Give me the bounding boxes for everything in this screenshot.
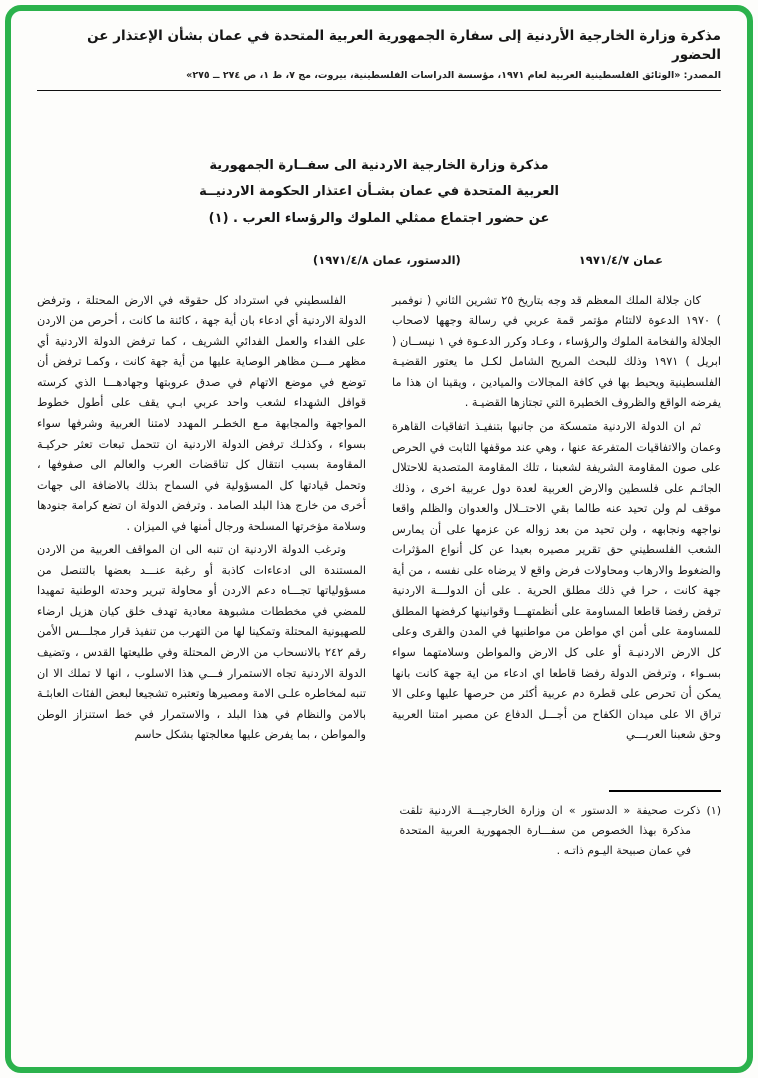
dateline-source: (الدستور، عمان ١٩٧١/٤/٨) [312,252,461,267]
footnote-block [400,790,721,862]
column-left [37,291,366,746]
header-divider [37,90,721,91]
page-header [37,27,721,91]
document-title-line-2: العربية المتحدة في عمان بشـأن اعتذار الحكومة الاردنيــة [199,184,559,200]
document-title-line-1: مذكرة وزارة الخارجية الاردنية الى سفــارة الجمهورية [209,157,549,173]
body-paragraph: وترغب الدولة الاردنية ان تنبه الى ان المواقف العربية من الاردن المستندة الى ادعاءات كاذبة أو رغبة عنـــد بعضها بالتنصل من مسؤولياتها تجـــاه دعم الاردن أو محاولة تبرير وحدته الوطنية تمهيدا للمضي في مخططات مشبوهة معادية تهدف خلق كيان هزيل ارضاء للصهيونية المحتلة وتمكينا لها من التهرب من تنفيذ قرار مجلـــس الأمن رقم ٢٤٢ بالانسحاب من الارض المحتلة وفي طليعتها القدس ، وتضيف الدولة الاردنية تجاه الاستمرار فـــي هذا الاسلوب ، انها لا تملك الا ان تنبه لمخاطره علـى الامة ومصيرها وتعتبره تشجيعا لبعض الفئات العابثـة بالامن والنظام في هذا البلد ، والاستمرار في خط استنزاز الوطن والمواطن ، بما يفرض عليها معالجتها بشكل حاسم [37,543,366,742]
source-line: المصدر: «الوثائق الفلسطينية العربية لعام ١٩٧١، مؤسسة الدراسات الفلسطينية، بيروت، مج ٧، ط ١، ص ٢٧٤ ــ ٢٧٥» [186,69,721,81]
body-paragraph: ثم ان الدولة الاردنية متمسكة من جانبها بتنفيـذ اتفاقيات القاهرة وعمان والاتفاقيات المتفرعة عنها ، وهي عند موقفها الثابت في الحرص على صون المقاومة الشريفة لشعبنا ، تلك المقاومة المتصدية للاحتلال الجاثـم على فلسطين والارض العربية لعدة دول عربية اخرى ، وذلك موقف لم ولن تحيد عنه طالما بقي الاحتــلال والعدوان والظلم واقعا نواجهه ونجابهه ، ولن تحيد من بعد زواله عن عزمها على أن يمارس الشعب الفلسطيني حق تقرير مصيره بعيدا عن كل أنواع المؤثرات والضغوط والارهاب ومحاولات فرض واقع لا يرضاه على نفسه ، من أية جهة كانت ، حرا في ذلك مطلق الحرية . على أن الدولـــة الاردنية ترفض رفضا قاطعا المساومة على أنظمتهـــا وقوانينها كرفضها المطلق للمساومة على أمن اي مواطن من مواطنيها في المدن والقرى وعلى كل الارض الاردنيـة أو على كل الارض والمواطن وسلامتهما سواء بسـواء ، وترفض الدولة رفضا قاطعا اي ادعاء من اية جهة كانت بانها يمكن أن تحرص على قطرة دم عربية أكثر من حرصها عليها وعلى الا تراق الا على ميدان الكفاح من أجـــل الدفاع عن مصير امتنا العربية وحق شعبنا العربـــي [392,419,721,742]
document-title [146,153,611,233]
document-title-line-3: عن حضور اجتماع ممثلي الملوك والرؤساء العرب . (١) [208,211,550,227]
footnote-divider [609,790,721,792]
body-paragraph: كان جلالة الملك المعظم قد وجه بتاريخ ٢٥ تشرين الثاني ( نوفمبر ) ١٩٧٠ الدعوة لالتئام مؤتمر قمة عربي في رسالة وجهها لاصحاب الجلالة والفخامة الملوك والرؤساء ، وعـاد وكرر الدعـوة في ١ نيســان ( ابريل ) ١٩٧١ وذلك للبحث المريح الشامل لكـل ما يعتور القضيـة الفلسطينية ويحيط بها في كافة المجالات والميادين ، ويقينا ان هذا ما يفرضه الواقع والظروف الخطيرة التي تجتازها القضيـة . [392,293,722,410]
dateline-place-date: عمان ١٩٧١/٤/٧ [578,252,663,267]
column-right [392,291,721,746]
document-page [11,11,747,1067]
dateline [37,253,721,267]
body-paragraph: الفلسطيني في استرداد كل حقوقه في الارض المحتلة ، وترفض الدولة الاردنية أي ادعاء بان أية جهة ، كائنة ما كانت ، أحرص من الاردن على الفداء والعمل الفدائي الشريف ، كما ترفض الدولة الاردنية أي مظهر مـــن مظاهر الوصاية عليها من أية جهة كانت ، وكمـا ترفض أن توضع في موضع الاتهام في صدق عروبتها وجهادهـــا الذي كرسته قوافل الشهداء لشعب واحد عربي ابـي يقف على أطول خطوط المواجهة والمجابهة مـع الخطـر المهدد لامتنا العربية وشرفها سواء بسواء ، وكذلـك ترفض الدولة الاردنية ان تتحمل تبعات تعثر حركيـة المقاومة بسبب انتقال كل تناقضات العرب والعالم الى صفوفها ، وتحمل قيادتها كل المسؤولية في السماح بذلك بالاضافة الى جهات أخرى من خارج هذا البلد الصامد . وترفض الدولة ان تضع كرامة جنودها وسلامة مؤخرتها المسلحة ورجال أمنها في الميزان . [37,293,366,533]
footnote-text: (١) ذكرت صحيفة « الدستور » ان وزارة الخارجيـــة الاردنية تلقت مذكرة بهذا الخصوص من سفـــارة الجمهورية العربية المتحدة في عمان صبيحة اليـوم ذاتـه . [399,803,721,858]
page-title: مذكرة وزارة الخارجية الأردنية إلى سفارة الجمهورية العربية المتحدة في عمان بشأن الإعتذار عن الحضور [87,28,721,63]
document-body [37,153,721,862]
text-columns [37,291,721,746]
